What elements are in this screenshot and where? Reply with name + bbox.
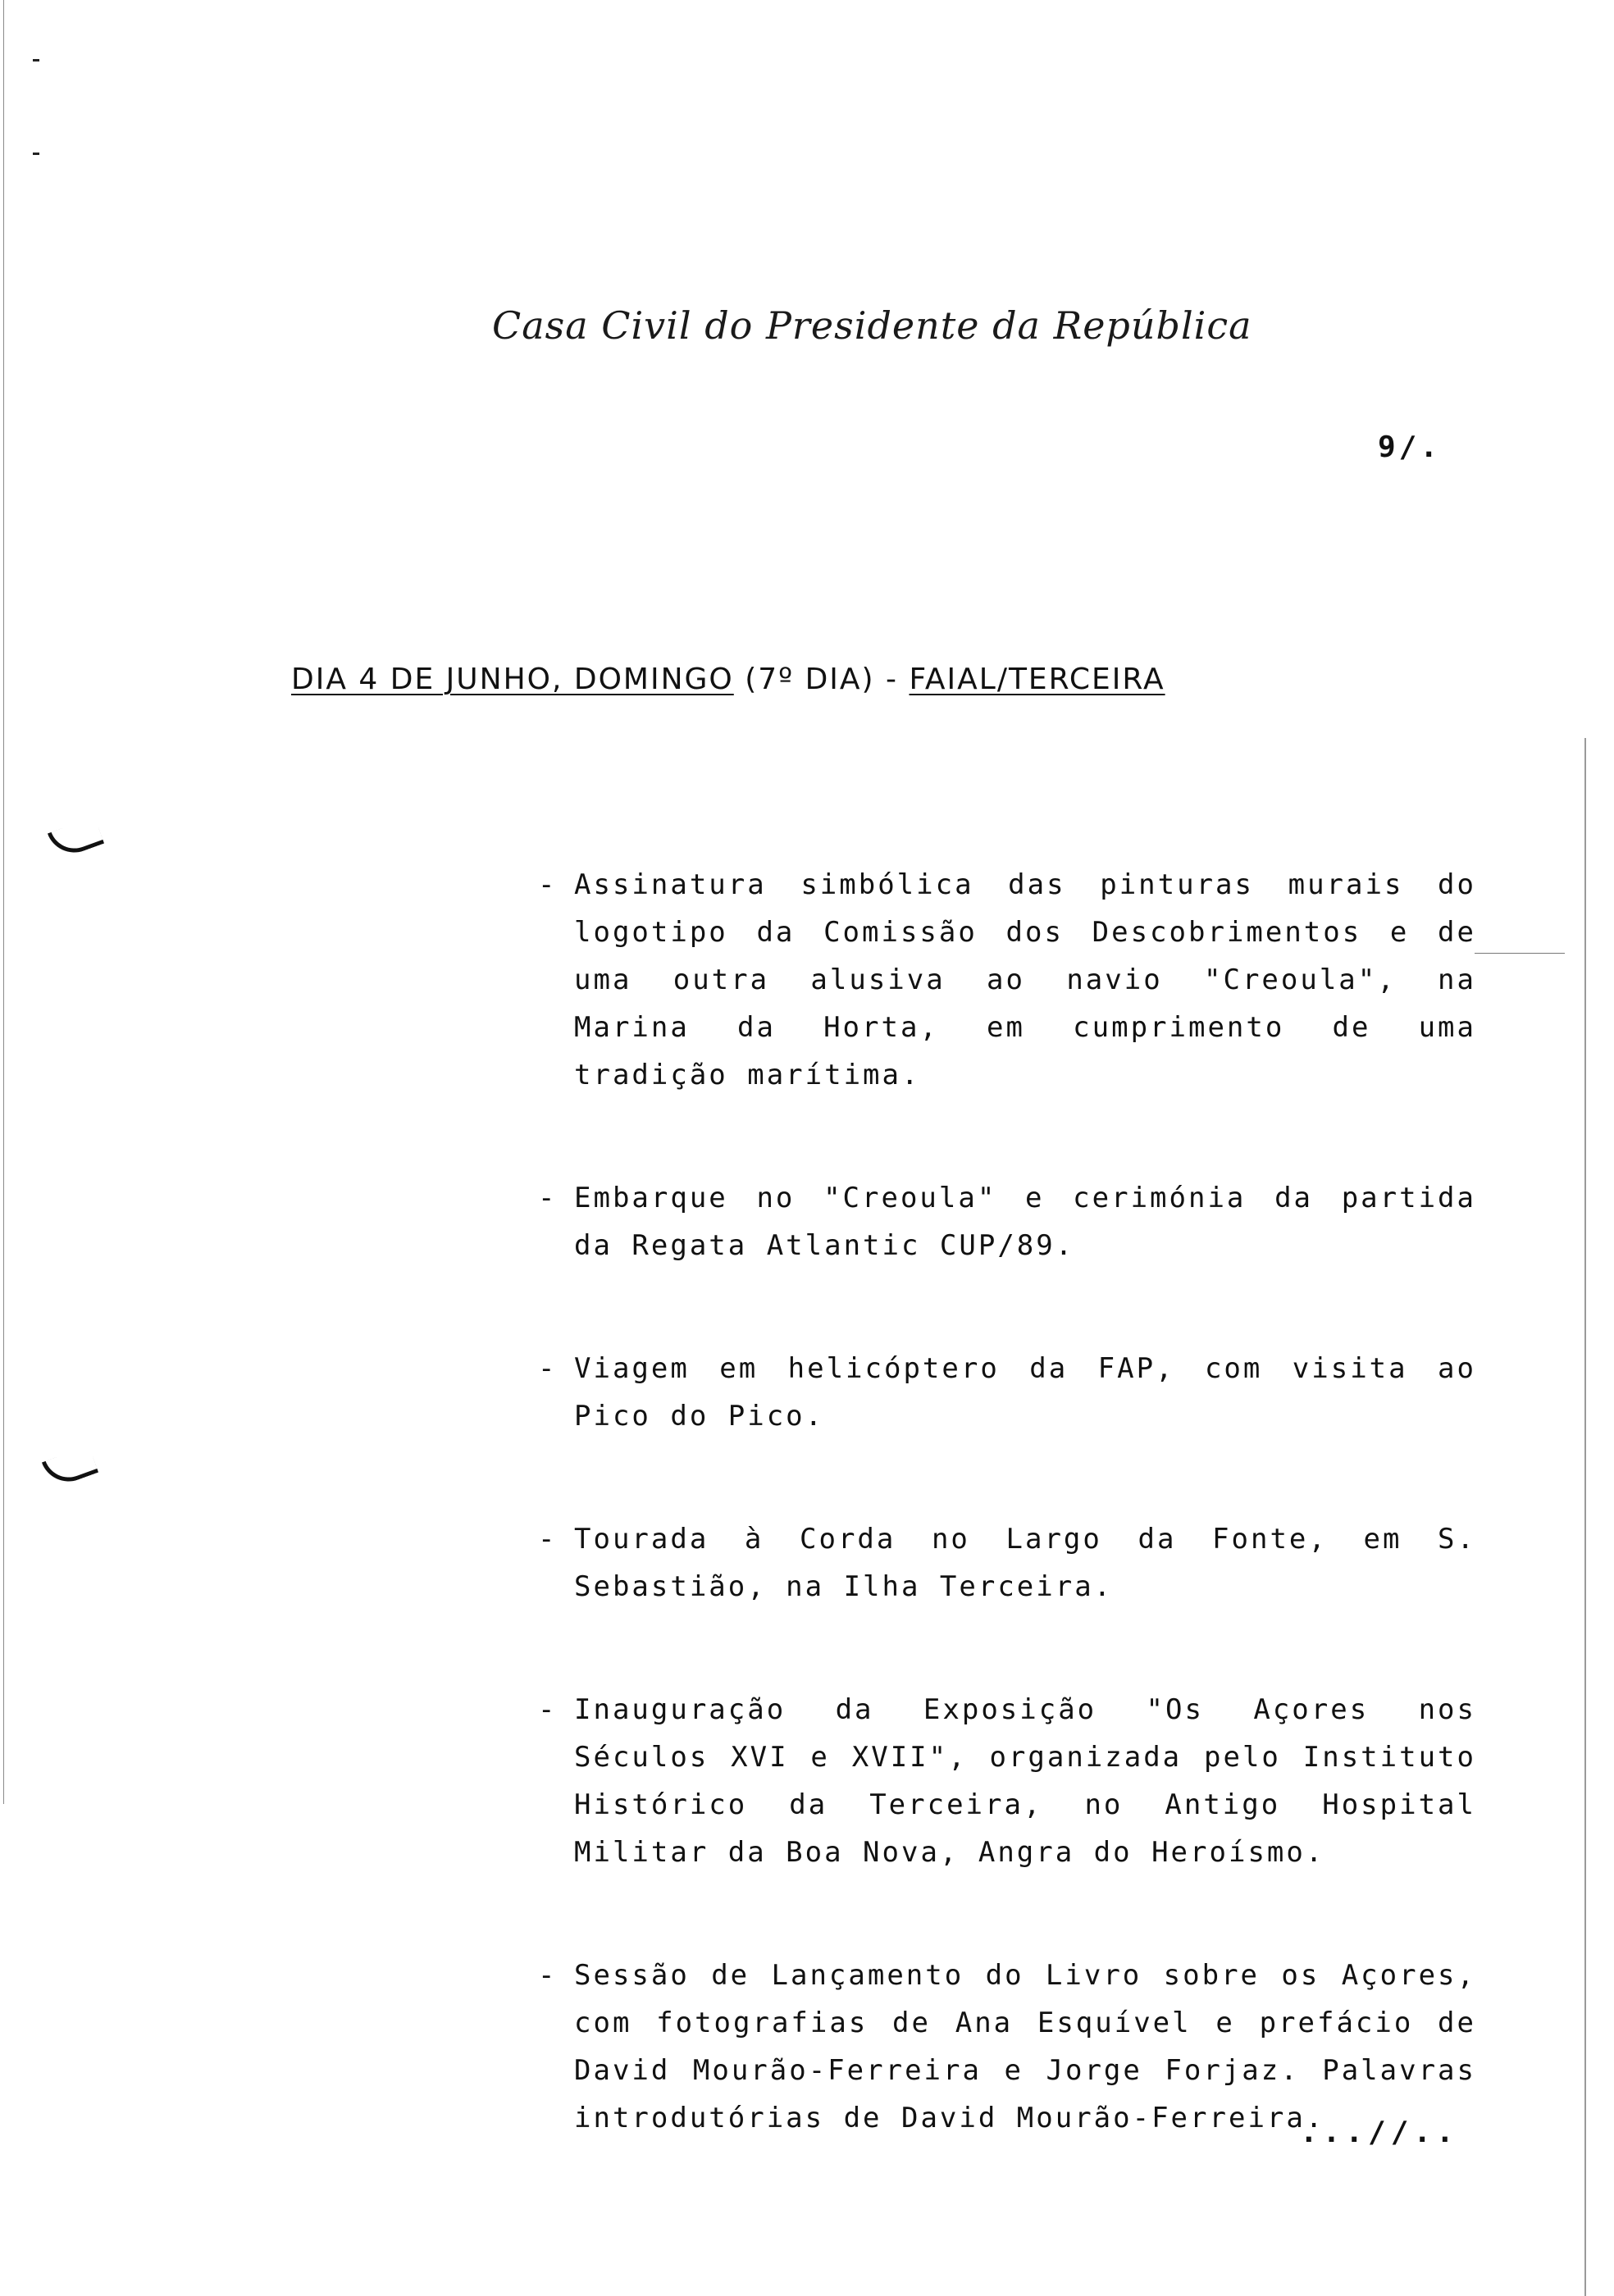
punch-hole-mark bbox=[42, 1446, 98, 1490]
heading-day: (7º DIA) - bbox=[745, 663, 899, 696]
agenda-item bbox=[533, 1515, 1476, 1610]
page-number: 9/. bbox=[1378, 430, 1442, 464]
margin-mark bbox=[33, 59, 39, 61]
agenda-item bbox=[533, 1952, 1476, 2142]
agenda-item bbox=[533, 861, 1476, 1099]
item-dash: - bbox=[538, 868, 558, 901]
stray-line bbox=[1475, 953, 1565, 954]
scan-edge-left bbox=[3, 0, 4, 1804]
agenda-list bbox=[533, 861, 1476, 2217]
heading-place: FAIAL/TERCEIRA bbox=[909, 663, 1165, 696]
scan-edge-right bbox=[1584, 738, 1586, 2296]
item-text: Tourada à Corda no Largo da Fonte, em S. Sebastião, na Ilha Terceira. bbox=[574, 1523, 1476, 1603]
item-text: Assinatura simbólica das pinturas murais do logotipo da Comissão dos Descobrimentos e de uma outra alusiva ao navio "Creoula", na Marina da Horta, em cumprimento de uma tradição marítima. bbox=[574, 868, 1476, 1091]
heading-date: DIA 4 DE JUNHO, DOMINGO bbox=[291, 663, 734, 696]
item-dash: - bbox=[538, 1523, 558, 1556]
item-dash: - bbox=[538, 1182, 558, 1214]
punch-hole-mark bbox=[48, 817, 104, 861]
item-text: Sessão de Lançamento do Livro sobre os Açores, com fotografias de Ana Esquível e prefácio de David Mourão-Ferreira e Jorge Forjaz. Palavras introdutórias de David Mourão-Ferreira. bbox=[574, 1959, 1476, 2134]
agenda-item bbox=[533, 1174, 1476, 1269]
item-text: Inauguração da Exposição "Os Açores nos Séculos XVI e XVII", organizada pelo Instituto Histórico da Terceira, no Antigo Hospital Militar da Boa Nova, Angra do Heroísmo. bbox=[574, 1693, 1476, 1869]
item-text: Embarque no "Creoula" e cerimónia da partida da Regata Atlantic CUP/89. bbox=[574, 1182, 1476, 1262]
letterhead: Casa Civil do Presidente da República bbox=[492, 303, 1252, 348]
agenda-item bbox=[533, 1345, 1476, 1440]
item-dash: - bbox=[538, 1352, 558, 1385]
continuation-mark: ...//.. bbox=[1300, 2116, 1459, 2149]
item-dash: - bbox=[538, 1693, 558, 1726]
item-dash: - bbox=[538, 1959, 558, 1992]
margin-mark bbox=[33, 153, 39, 155]
agenda-item bbox=[533, 1686, 1476, 1876]
item-text: Viagem em helicóptero da FAP, com visita ao Pico do Pico. bbox=[574, 1352, 1476, 1433]
day-heading bbox=[291, 663, 1165, 696]
